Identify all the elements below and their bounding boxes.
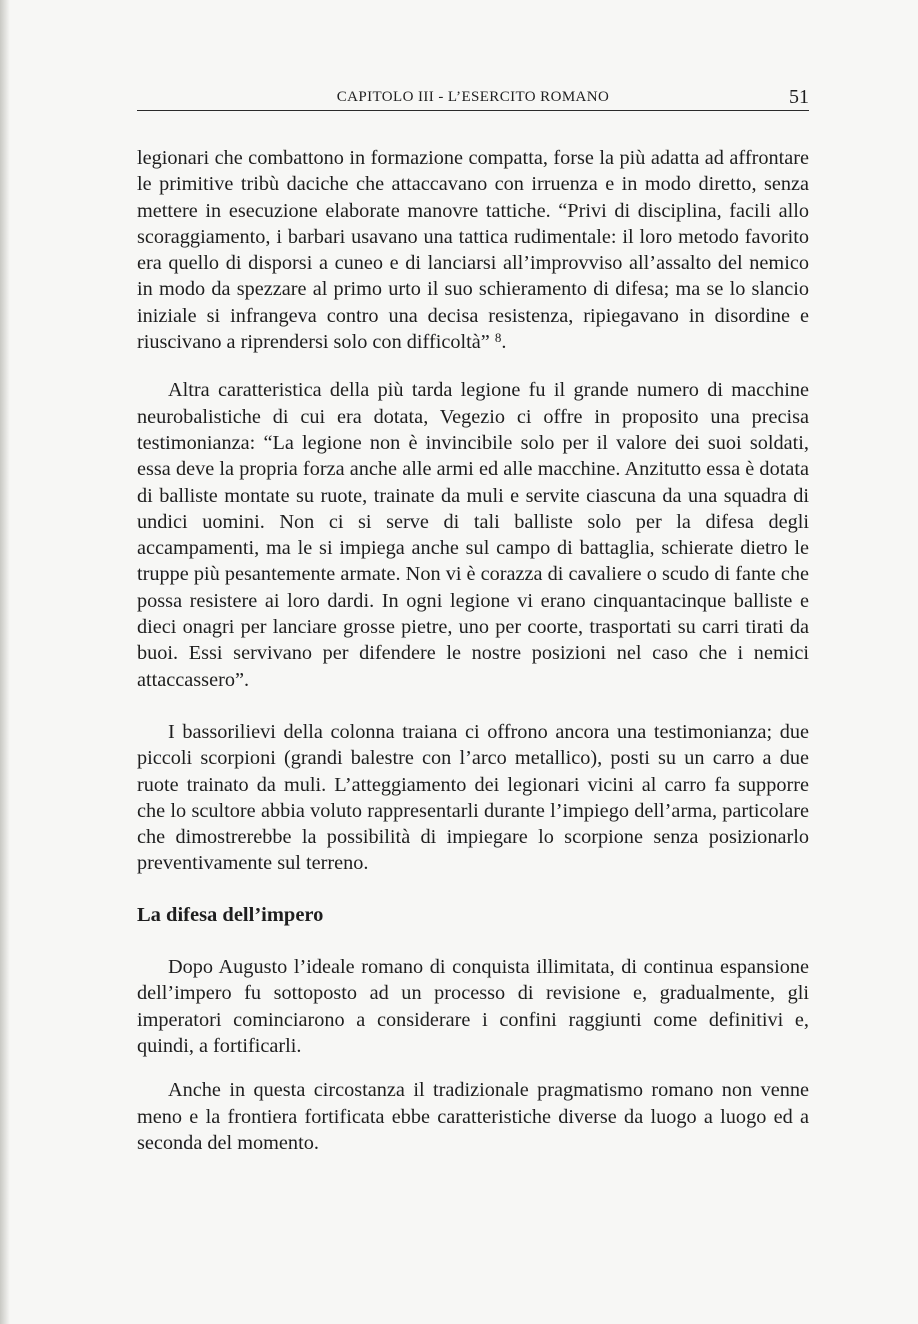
page-edge-shadow xyxy=(0,0,10,1324)
paragraph-2: Altra caratteristica della più tarda legione fu il grande numero di macchine neurobalistiche di cui era dotata, Vegezio ci offre in proposito una precisa testimonianza: “La legione non è invincibile solo per il valore dei suoi soldati, essa deve la propria forza anche alle armi ed alle macchine. Anzitutto essa è dotata di balliste montate su ruote, trainate da muli e servite ciascuna da una squadra di undici uomini. Non ci si serve di tali balliste solo per la difesa degli accampamenti, ma le si impiega anche sul campo di battaglia, schierate dietro le truppe più pesantemente armate. Non vi è corazza di cavaliere o scudo di fante che possa resistere ai loro dardi. In ogni legione vi erano cinquantacinque balliste e dieci onagri per lanciare grosse pietre, uno per coorte, trasportati su carri tirati da buoi. Essi servivano per difendere le nostre posizioni nel caso che i nemici attaccassero”. xyxy=(137,379,809,691)
paragraph-1-end: . xyxy=(501,331,507,354)
footnote-marker: 8 xyxy=(494,330,502,346)
page-number: 51 xyxy=(789,86,809,108)
body-text xyxy=(137,145,809,1156)
paragraph-1 xyxy=(137,145,809,355)
running-head xyxy=(137,86,809,111)
paragraph-3: I bassorilievi della colonna traiana ci offrono ancora una testimonianza; due piccoli scorpioni (grandi balestre con l’arco metallico), posti su un carro a due ruote trainato da muli. L’atteggiamento dei legionari vicini al carro fa supporre che lo scultore abbia voluto rappresentarli durante l’impiego dell’arma, particolare che dimostrerebbe la possibilità di impiegare lo scorpione senza posizionarlo preventivamente sul terreno. xyxy=(137,720,809,875)
paragraph-4: Dopo Augusto l’ideale romano di conquista illimitata, di continua espansione dell’impero fu sottoposto ad un processo di revisione e, gradualmente, gli imperatori cominciarono a considerare i confini raggiunti come definitivi e, quindi, a fortificarli. xyxy=(137,956,809,1057)
running-title: CAPITOLO III - L’ESERCITO ROMANO xyxy=(336,89,610,105)
paragraph-1-text: legionari che combattono in formazione compatta, forse la più adatta ad affrontare le primitive tribù daciche che attaccavano con irruenza e in modo diretto, senza mettere in esecuzione elaborate manovre tattiche. “Privi di disciplina, facili allo scoraggiamento, i barbari usavano una tattica rudimentale: il loro metodo favorito era quello di disporsi a cuneo e di lanciarsi all’improvviso all’assalto del nemico in modo da spezzare al primo urto il suo schieramento di difesa; ma se lo slancio iniziale si infrangeva contro una decisa resistenza, ripiegavano in disordine e riuscivano a riprendersi solo con difficoltà” xyxy=(137,147,809,354)
section-heading: La difesa dell’impero xyxy=(137,903,324,926)
paragraph-5: Anche in questa circostanza il tradizionale pragmatismo romano non venne meno e la frontiera fortificata ebbe caratteristiche diverse da luogo a luogo ed a seconda del momento. xyxy=(137,1079,809,1154)
